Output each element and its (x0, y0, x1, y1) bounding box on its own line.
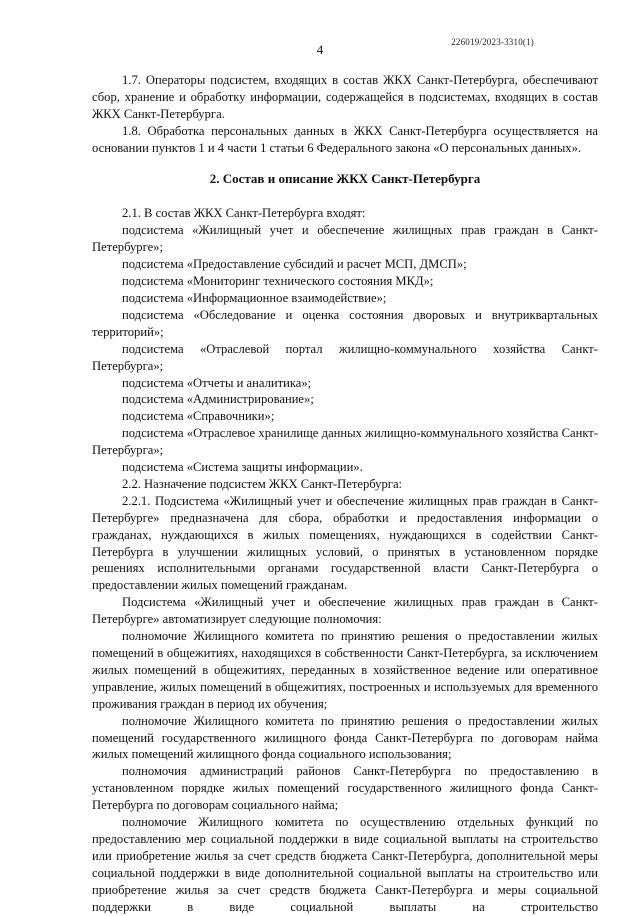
section-heading: 2. Состав и описание ЖКХ Санкт-Петербурга (209, 170, 481, 186)
list-item: подсистема «Предоставление субсидий и расчет МСП, ДМСП»; (122, 257, 467, 272)
page-number: 4 (316, 42, 324, 57)
list-item: полномочие Жилищного комитета по осуществлению отдельных функций по предоставлению мер социальной поддержки в виде социальной выплаты на строительство или приобретение жилья за счет средств бюджета Санкт-Петербурга, дополнительной меры социальной поддержки в виде дополнительной социальной выплаты на строительство или приобретение жилья за счет средств бюджета Санкт-Петербурга и меры социальной поддержки в виде социальной выплаты на строительство (92, 815, 598, 914)
list-item: подсистема «Справочники»; (122, 409, 275, 424)
paragraph-2-2-1: 2.2.1. Подсистема «Жилищный учет и обеспечение жилищных прав граждан в Санкт-Петербурге» предназначена для сбора, обработки и предоставления информации о гражданах, нуждающихся в жилых помещениях, нуждающихся в содействии Санкт-Петербурга в улучшении жилищных условий, о принятых в установленном порядке решениях исполнительными органами государственной власти Санкт-Петербурга о предоставлении жилых помещений гражданам. (92, 493, 598, 593)
list-item: полномочие Жилищного комитета по принятию решения о предоставлении жилых помещений в общежитиях, находящихся в собственности Санкт-Петербурга, за исключением жилых помещений в общежитиях, переданных в хозяйственное ведение или оперативное управление, жилых помещений в общежитиях, построенных и используемых для временного проживания граждан в период их обучения; (92, 629, 598, 711)
document-body (92, 72, 598, 916)
paragraph: Подсистема «Жилищный учет и обеспечение жилищных прав граждан в Санкт-Петербурге» автоматизирует следующие полномочия: (92, 595, 598, 627)
paragraph-2-2: 2.2. Назначение подсистем ЖКХ Санкт-Петербурга: (122, 476, 403, 491)
list-item: полномочия администраций районов Санкт-Петербурга по предоставлению в установленном порядке жилых помещений государственного жилищного фонда Санкт-Петербурга по договорам социального найма; (92, 764, 598, 813)
document-id: 226019/2023-3310(1) (451, 37, 534, 47)
list-item: подсистема «Отраслевой портал жилищно-коммунального хозяйства Санкт-Петербурга»; (92, 341, 598, 373)
list-item: подсистема «Информационное взаимодействие»; (122, 290, 387, 305)
list-item: подсистема «Обследование и оценка состояния дворовых и внутриквартальных территорий»; (92, 307, 598, 339)
list-item: подсистема «Мониторинг технического состояния МКД»; (122, 274, 434, 289)
list-item: подсистема «Система защиты информации». (122, 460, 363, 475)
list-item: подсистема «Администрирование»; (122, 392, 314, 407)
list-item: подсистема «Отчеты и аналитика»; (122, 375, 312, 390)
paragraph-1-8: 1.8. Обработка персональных данных в ЖКХ Санкт-Петербурга осуществляется на основании пунктов 1 и 4 части 1 статьи 6 Федерального закона «О персональных данных». (92, 123, 598, 155)
paragraph-2-1: 2.1. В состав ЖКХ Санкт-Петербурга входят: (122, 206, 366, 221)
list-item: подсистема «Отраслевое хранилище данных жилищно-коммунального хозяйства Санкт-Петербурга»; (92, 426, 598, 458)
paragraph-1-7: 1.7. Операторы подсистем, входящих в состав ЖКХ Санкт-Петербурга, обеспечивают сбор, хранение и обработку информации, содержащейся в подсистемах, входящих в состав ЖКХ Санкт-Петербурга. (92, 73, 598, 121)
list-item: полномочие Жилищного комитета по принятию решения о предоставлении жилых помещений государственного жилищного фонда Санкт-Петербурга по договорам найма жилых помещений жилищного фонда социального использования; (92, 713, 598, 762)
list-item: подсистема «Жилищный учет и обеспечение жилищных прав граждан в Санкт-Петербурге»; (92, 223, 598, 255)
